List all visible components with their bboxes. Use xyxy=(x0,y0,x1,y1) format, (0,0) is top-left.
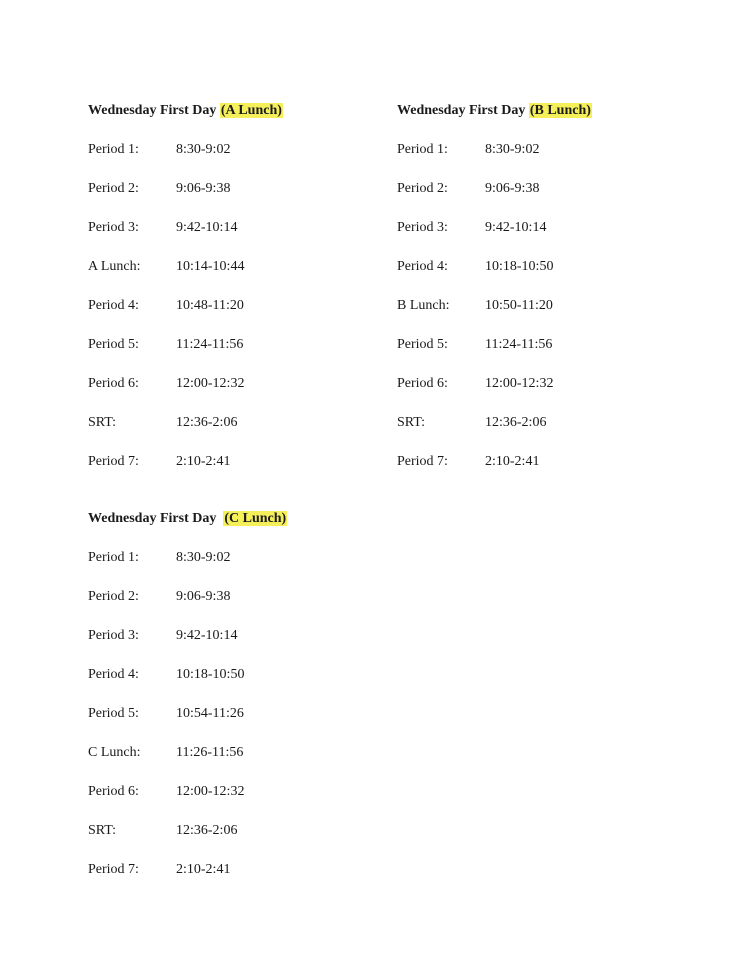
schedule-row xyxy=(397,412,697,451)
schedule-row xyxy=(397,451,697,490)
period-label: Period 3: xyxy=(88,628,139,643)
period-label: SRT: xyxy=(88,823,117,838)
period-label: A Lunch: xyxy=(88,259,141,274)
period-time: 9:42-10:14 xyxy=(176,220,238,235)
period-time: 12:36-2:06 xyxy=(485,415,547,430)
period-label: Period 2: xyxy=(397,181,448,196)
schedule-row xyxy=(88,373,388,412)
schedule-row xyxy=(397,178,697,217)
period-label: Period 5: xyxy=(88,706,139,721)
period-time: 9:42-10:14 xyxy=(485,220,547,235)
schedule-b-lunch xyxy=(397,100,697,490)
period-time: 2:10-2:41 xyxy=(485,454,540,469)
schedule-title xyxy=(88,508,388,530)
period-label: Period 2: xyxy=(88,181,139,196)
schedule-c-lunch xyxy=(88,508,388,898)
period-label: SRT: xyxy=(88,415,117,430)
period-time: 10:18-10:50 xyxy=(176,667,245,682)
period-time: 10:48-11:20 xyxy=(176,298,244,313)
period-time: 12:00-12:32 xyxy=(485,376,554,391)
period-label: Period 1: xyxy=(88,142,139,157)
schedule-row xyxy=(397,256,697,295)
period-time: 12:36-2:06 xyxy=(176,415,238,430)
period-label: Period 4: xyxy=(88,298,139,313)
schedule-row xyxy=(88,295,388,334)
schedule-row xyxy=(397,373,697,412)
period-time: 10:54-11:26 xyxy=(176,706,244,721)
schedule-row xyxy=(88,451,388,490)
period-label: Period 3: xyxy=(397,220,448,235)
schedule-row xyxy=(88,742,388,781)
schedule-row xyxy=(88,625,388,664)
period-time: 11:24-11:56 xyxy=(176,337,244,352)
period-time: 10:18-10:50 xyxy=(485,259,554,274)
schedule-a-lunch xyxy=(88,100,388,490)
period-time: 8:30-9:02 xyxy=(485,142,540,157)
period-time: 9:06-9:38 xyxy=(485,181,540,196)
schedule-row xyxy=(88,256,388,295)
schedule-title xyxy=(88,100,388,122)
period-time: 11:26-11:56 xyxy=(176,745,244,760)
period-label: Period 4: xyxy=(88,667,139,682)
period-time: 9:06-9:38 xyxy=(176,589,231,604)
period-time: 8:30-9:02 xyxy=(176,550,231,565)
period-label: Period 7: xyxy=(88,862,139,877)
period-label: Period 1: xyxy=(88,550,139,565)
period-label: C Lunch: xyxy=(88,745,141,760)
period-time: 11:24-11:56 xyxy=(485,337,553,352)
period-label: Period 6: xyxy=(88,376,139,391)
period-time: 12:00-12:32 xyxy=(176,376,245,391)
schedule-row xyxy=(88,334,388,373)
schedule-title-text: Wednesday First Day xyxy=(397,103,529,118)
period-time: 2:10-2:41 xyxy=(176,862,231,877)
schedule-row xyxy=(397,334,697,373)
schedule-row xyxy=(397,139,697,178)
period-label: Period 6: xyxy=(88,784,139,799)
schedule-row xyxy=(88,586,388,625)
period-label: Period 7: xyxy=(397,454,448,469)
schedule-row xyxy=(88,859,388,898)
lunch-highlight: (C Lunch) xyxy=(224,511,287,526)
schedule-row xyxy=(397,217,697,256)
period-label: Period 7: xyxy=(88,454,139,469)
schedule-row xyxy=(88,139,388,178)
period-time: 9:42-10:14 xyxy=(176,628,238,643)
lunch-highlight: (B Lunch) xyxy=(529,103,591,118)
period-label: Period 2: xyxy=(88,589,139,604)
period-label: SRT: xyxy=(397,415,426,430)
period-label: Period 5: xyxy=(88,337,139,352)
period-time: 12:00-12:32 xyxy=(176,784,245,799)
period-time: 10:50-11:20 xyxy=(485,298,553,313)
period-label: Period 4: xyxy=(397,259,448,274)
schedule-title-text: Wednesday First Day xyxy=(88,511,224,526)
schedule-row xyxy=(397,295,697,334)
period-time: 8:30-9:02 xyxy=(176,142,231,157)
period-label: Period 6: xyxy=(397,376,448,391)
schedule-row xyxy=(88,820,388,859)
schedule-title xyxy=(397,100,697,122)
schedule-row xyxy=(88,703,388,742)
period-time: 10:14-10:44 xyxy=(176,259,245,274)
schedule-row xyxy=(88,178,388,217)
period-label: Period 3: xyxy=(88,220,139,235)
schedule-row xyxy=(88,217,388,256)
schedule-title-text: Wednesday First Day xyxy=(88,103,220,118)
period-label: B Lunch: xyxy=(397,298,450,313)
period-time: 2:10-2:41 xyxy=(176,454,231,469)
period-label: Period 1: xyxy=(397,142,448,157)
schedule-row xyxy=(88,781,388,820)
period-time: 12:36-2:06 xyxy=(176,823,238,838)
lunch-highlight: (A Lunch) xyxy=(220,103,282,118)
period-time: 9:06-9:38 xyxy=(176,181,231,196)
period-label: Period 5: xyxy=(397,337,448,352)
schedule-row xyxy=(88,412,388,451)
schedule-row xyxy=(88,547,388,586)
schedule-row xyxy=(88,664,388,703)
